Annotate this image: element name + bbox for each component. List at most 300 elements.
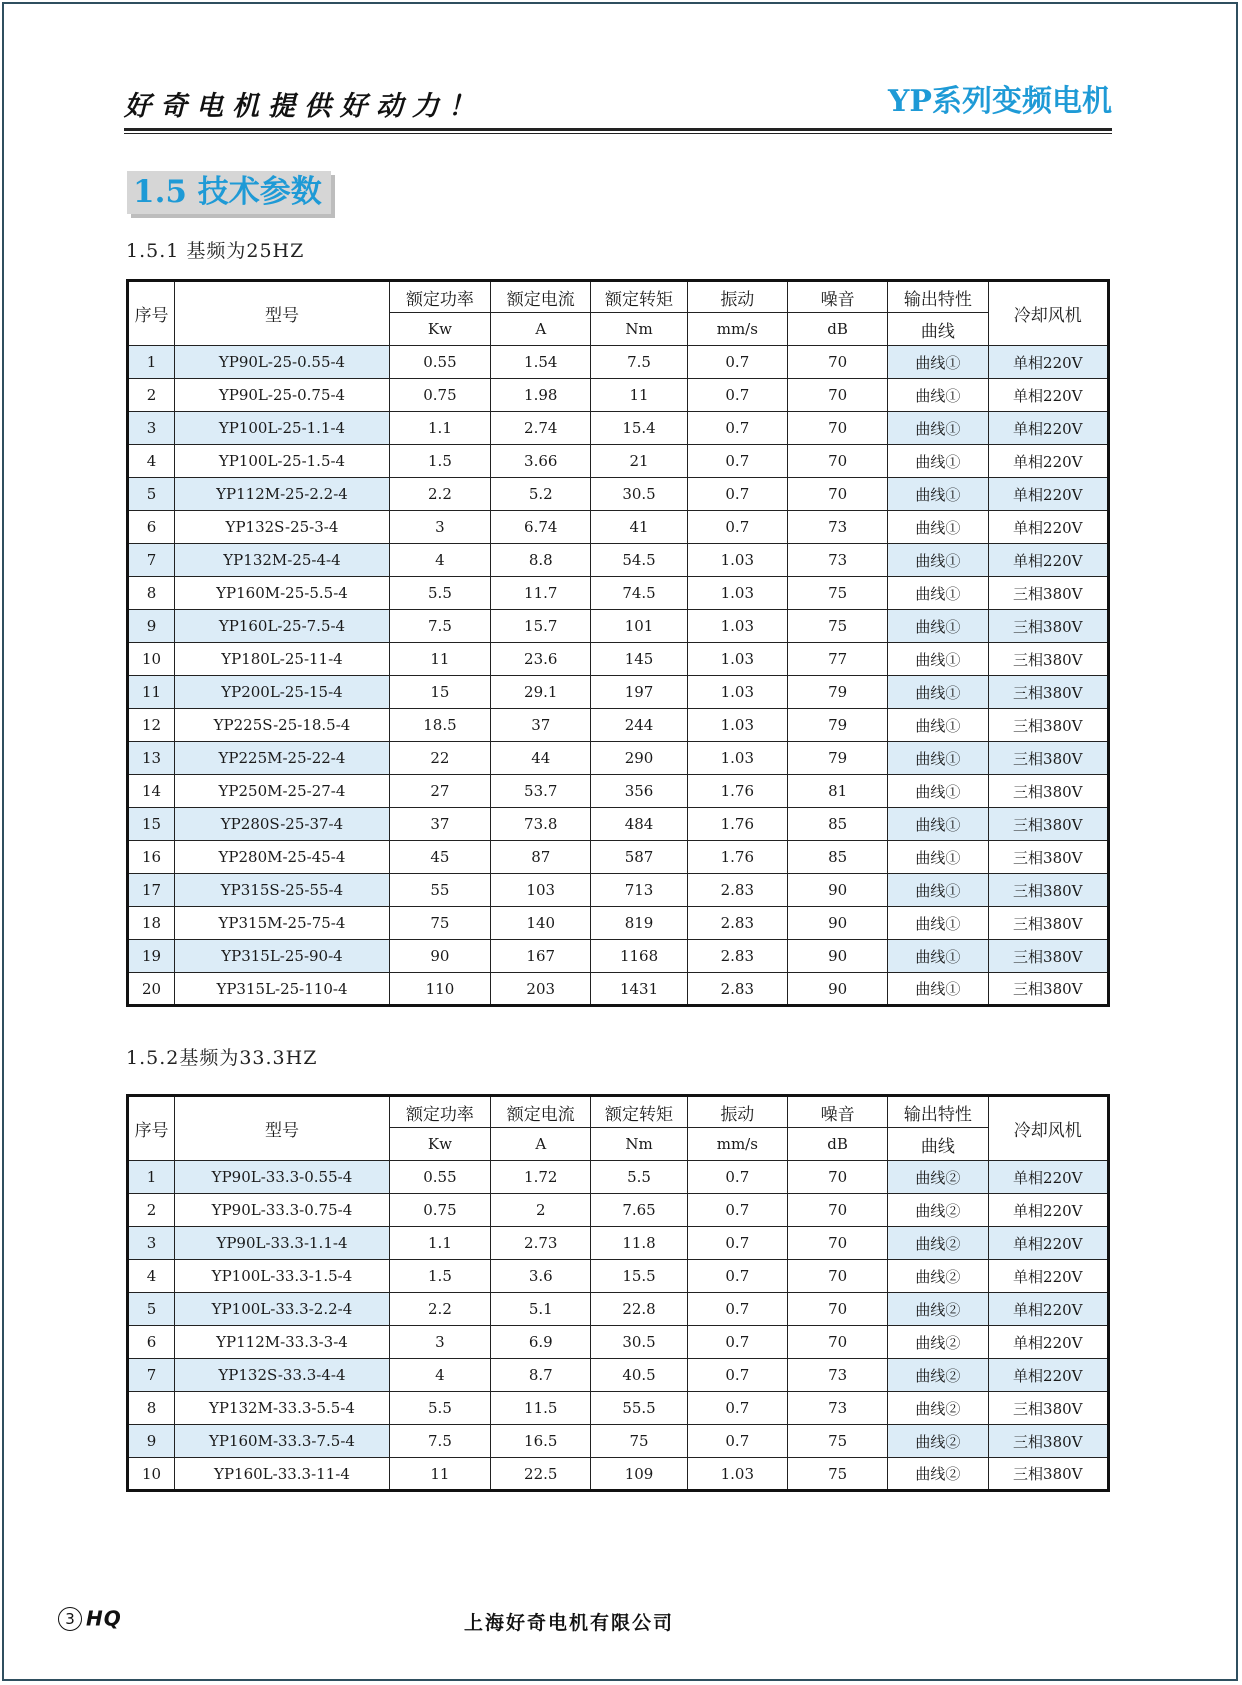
cell-model: YP250M-25-27-4	[175, 775, 390, 808]
table-row	[128, 808, 1109, 841]
cell-vibration: 0.7	[687, 511, 787, 544]
cell-output-curve: 曲线②	[888, 1458, 988, 1491]
cell-fan: 三相380V	[988, 874, 1108, 907]
cell-current: 15.7	[491, 610, 591, 643]
cell-current: 37	[491, 709, 591, 742]
footer-page-marker	[58, 1605, 122, 1631]
cell-noise: 70	[787, 379, 887, 412]
cell-model: YP225S-25-18.5-4	[175, 709, 390, 742]
header-unit-noise: dB	[787, 1128, 887, 1161]
cell-vibration: 0.7	[687, 1425, 787, 1458]
table-row	[128, 775, 1109, 808]
cell-model: YP160L-33.3-11-4	[175, 1458, 390, 1491]
cell-power: 1.5	[389, 1260, 490, 1293]
cell-fan: 单相220V	[988, 1293, 1108, 1326]
cell-vibration: 1.03	[687, 709, 787, 742]
cell-fan: 单相220V	[988, 1194, 1108, 1227]
header-output: 输出特性	[888, 1096, 988, 1128]
cell-power: 4	[389, 544, 490, 577]
cell-power: 11	[389, 1458, 490, 1491]
cell-fan: 三相380V	[988, 577, 1108, 610]
cell-noise: 75	[787, 1425, 887, 1458]
cell-torque: 7.5	[591, 346, 687, 379]
cell-output-curve: 曲线②	[888, 1293, 988, 1326]
cell-model: YP112M-25-2.2-4	[175, 478, 390, 511]
table-row	[128, 610, 1109, 643]
cell-no: 8	[128, 1392, 175, 1425]
cell-model: YP90L-33.3-0.75-4	[175, 1194, 390, 1227]
cell-no: 9	[128, 1425, 175, 1458]
cell-model: YP315L-25-90-4	[175, 940, 390, 973]
cell-power: 22	[389, 742, 490, 775]
cell-output-curve: 曲线①	[888, 478, 988, 511]
cell-output-curve: 曲线①	[888, 808, 988, 841]
cell-power: 7.5	[389, 1425, 490, 1458]
table-row	[128, 379, 1109, 412]
header-unit-power: Kw	[389, 1128, 490, 1161]
header-unit-power: Kw	[389, 313, 490, 346]
cell-noise: 73	[787, 1359, 887, 1392]
header-unit-vibration: mm/s	[687, 313, 787, 346]
table-row	[128, 643, 1109, 676]
header-no: 序号	[128, 281, 175, 346]
cell-current: 6.74	[491, 511, 591, 544]
cell-no: 11	[128, 676, 175, 709]
cell-vibration: 0.7	[687, 445, 787, 478]
header-rule-thick	[124, 128, 1112, 131]
table-row	[128, 1260, 1109, 1293]
cell-fan: 单相220V	[988, 1260, 1108, 1293]
cell-vibration: 1.76	[687, 808, 787, 841]
cell-vibration: 0.7	[687, 1260, 787, 1293]
cell-output-curve: 曲线①	[888, 346, 988, 379]
header-current: 额定电流	[491, 281, 591, 313]
cell-current: 16.5	[491, 1425, 591, 1458]
cell-current: 5.1	[491, 1293, 591, 1326]
cell-fan: 三相380V	[988, 742, 1108, 775]
cell-torque: 101	[591, 610, 687, 643]
cell-power: 1.1	[389, 412, 490, 445]
cell-fan: 三相380V	[988, 940, 1108, 973]
cell-power: 7.5	[389, 610, 490, 643]
cell-no: 5	[128, 478, 175, 511]
header-unit-torque: Nm	[591, 1128, 687, 1161]
cell-vibration: 1.03	[687, 544, 787, 577]
cell-torque: 15.4	[591, 412, 687, 445]
cell-current: 203	[491, 973, 591, 1006]
cell-torque: 54.5	[591, 544, 687, 577]
cell-torque: 1168	[591, 940, 687, 973]
cell-torque: 11.8	[591, 1227, 687, 1260]
cell-model: YP200L-25-15-4	[175, 676, 390, 709]
cell-power: 37	[389, 808, 490, 841]
cell-fan: 单相220V	[988, 1359, 1108, 1392]
cell-noise: 79	[787, 676, 887, 709]
cell-torque: 74.5	[591, 577, 687, 610]
cell-output-curve: 曲线①	[888, 874, 988, 907]
cell-output-curve: 曲线②	[888, 1194, 988, 1227]
header-torque: 额定转矩	[591, 281, 687, 313]
table-row	[128, 742, 1109, 775]
header-fan: 冷却风机	[988, 281, 1108, 346]
cell-output-curve: 曲线②	[888, 1392, 988, 1425]
cell-noise: 70	[787, 1260, 887, 1293]
cell-no: 13	[128, 742, 175, 775]
cell-output-curve: 曲线②	[888, 1359, 988, 1392]
cell-output-curve: 曲线①	[888, 973, 988, 1006]
cell-output-curve: 曲线②	[888, 1326, 988, 1359]
header-model: 型号	[175, 281, 390, 346]
cell-vibration: 0.7	[687, 478, 787, 511]
cell-power: 55	[389, 874, 490, 907]
table-row	[128, 907, 1109, 940]
cell-model: YP132M-33.3-5.5-4	[175, 1392, 390, 1425]
cell-torque: 145	[591, 643, 687, 676]
cell-output-curve: 曲线①	[888, 577, 988, 610]
cell-model: YP160M-33.3-7.5-4	[175, 1425, 390, 1458]
cell-power: 0.55	[389, 346, 490, 379]
table1-subtitle: 1.5.1 基频为25HZ	[126, 240, 305, 262]
header-power: 额定功率	[389, 281, 490, 313]
table-row	[128, 874, 1109, 907]
cell-output-curve: 曲线①	[888, 742, 988, 775]
cell-model: YP100L-25-1.5-4	[175, 445, 390, 478]
cell-model: YP160M-25-5.5-4	[175, 577, 390, 610]
header-unit-vibration: mm/s	[687, 1128, 787, 1161]
cell-torque: 1431	[591, 973, 687, 1006]
table-row	[128, 544, 1109, 577]
cell-model: YP90L-25-0.75-4	[175, 379, 390, 412]
cell-power: 75	[389, 907, 490, 940]
cell-current: 1.98	[491, 379, 591, 412]
cell-current: 22.5	[491, 1458, 591, 1491]
cell-current: 3.6	[491, 1260, 591, 1293]
cell-fan: 单相220V	[988, 1227, 1108, 1260]
footer-logo: HQ	[86, 1606, 122, 1631]
cell-power: 2.2	[389, 478, 490, 511]
cell-current: 8.7	[491, 1359, 591, 1392]
cell-output-curve: 曲线①	[888, 379, 988, 412]
cell-fan: 三相380V	[988, 973, 1108, 1006]
cell-power: 4	[389, 1359, 490, 1392]
cell-fan: 三相380V	[988, 1392, 1108, 1425]
cell-current: 73.8	[491, 808, 591, 841]
cell-vibration: 0.7	[687, 346, 787, 379]
cell-torque: 713	[591, 874, 687, 907]
header-unit-current: A	[491, 1128, 591, 1161]
cell-current: 3.66	[491, 445, 591, 478]
cell-torque: 40.5	[591, 1359, 687, 1392]
table-row	[128, 676, 1109, 709]
cell-fan: 单相220V	[988, 445, 1108, 478]
cell-output-curve: 曲线①	[888, 907, 988, 940]
header-series-title: YP系列变频电机	[888, 84, 1112, 119]
cell-power: 0.75	[389, 1194, 490, 1227]
cell-fan: 三相380V	[988, 643, 1108, 676]
cell-current: 5.2	[491, 478, 591, 511]
cell-vibration: 1.03	[687, 1458, 787, 1491]
cell-current: 23.6	[491, 643, 591, 676]
cell-vibration: 1.03	[687, 610, 787, 643]
cell-output-curve: 曲线①	[888, 445, 988, 478]
cell-torque: 15.5	[591, 1260, 687, 1293]
header-model: 型号	[175, 1096, 390, 1161]
cell-output-curve: 曲线①	[888, 709, 988, 742]
cell-noise: 70	[787, 1293, 887, 1326]
cell-vibration: 0.7	[687, 1293, 787, 1326]
cell-model: YP315L-25-110-4	[175, 973, 390, 1006]
table-row	[128, 511, 1109, 544]
header-unit-torque: Nm	[591, 313, 687, 346]
cell-no: 16	[128, 841, 175, 874]
cell-no: 1	[128, 1161, 175, 1194]
table-row	[128, 1359, 1109, 1392]
section-title: 1.5 技术参数	[127, 171, 331, 214]
cell-no: 8	[128, 577, 175, 610]
cell-noise: 70	[787, 445, 887, 478]
cell-no: 1	[128, 346, 175, 379]
cell-power: 5.5	[389, 1392, 490, 1425]
cell-fan: 单相220V	[988, 478, 1108, 511]
cell-no: 4	[128, 445, 175, 478]
cell-noise: 75	[787, 577, 887, 610]
header-fan: 冷却风机	[988, 1096, 1108, 1161]
cell-torque: 75	[591, 1425, 687, 1458]
cell-torque: 244	[591, 709, 687, 742]
cell-current: 44	[491, 742, 591, 775]
cell-no: 6	[128, 1326, 175, 1359]
cell-vibration: 0.7	[687, 1392, 787, 1425]
cell-noise: 75	[787, 1458, 887, 1491]
cell-fan: 三相380V	[988, 1425, 1108, 1458]
cell-noise: 90	[787, 874, 887, 907]
cell-model: YP160L-25-7.5-4	[175, 610, 390, 643]
cell-current: 6.9	[491, 1326, 591, 1359]
cell-vibration: 0.7	[687, 379, 787, 412]
cell-current: 140	[491, 907, 591, 940]
cell-noise: 73	[787, 544, 887, 577]
cell-noise: 81	[787, 775, 887, 808]
cell-fan: 三相380V	[988, 1458, 1108, 1491]
cell-power: 3	[389, 511, 490, 544]
cell-power: 27	[389, 775, 490, 808]
cell-vibration: 1.03	[687, 676, 787, 709]
table-row	[128, 1227, 1109, 1260]
cell-vibration: 2.83	[687, 940, 787, 973]
table-row	[128, 973, 1109, 1006]
cell-current: 11.7	[491, 577, 591, 610]
table2-subtitle: 1.5.2基频为33.3HZ	[126, 1047, 318, 1069]
cell-no: 20	[128, 973, 175, 1006]
cell-model: YP225M-25-22-4	[175, 742, 390, 775]
cell-torque: 290	[591, 742, 687, 775]
header-noise: 噪音	[787, 281, 887, 313]
cell-noise: 70	[787, 1194, 887, 1227]
cell-vibration: 0.7	[687, 1194, 787, 1227]
cell-noise: 70	[787, 412, 887, 445]
header-slogan: 好奇电机提供好动力！	[124, 91, 484, 122]
cell-no: 6	[128, 511, 175, 544]
cell-model: YP100L-33.3-2.2-4	[175, 1293, 390, 1326]
cell-model: YP100L-25-1.1-4	[175, 412, 390, 445]
header-output: 输出特性	[888, 281, 988, 313]
cell-current: 1.54	[491, 346, 591, 379]
cell-current: 2	[491, 1194, 591, 1227]
table-row	[128, 577, 1109, 610]
cell-power: 2.2	[389, 1293, 490, 1326]
header-noise: 噪音	[787, 1096, 887, 1128]
cell-vibration: 0.7	[687, 1326, 787, 1359]
cell-torque: 30.5	[591, 478, 687, 511]
cell-torque: 587	[591, 841, 687, 874]
cell-no: 18	[128, 907, 175, 940]
cell-torque: 109	[591, 1458, 687, 1491]
cell-fan: 三相380V	[988, 808, 1108, 841]
header-unit-noise: dB	[787, 313, 887, 346]
cell-no: 7	[128, 544, 175, 577]
cell-fan: 单相220V	[988, 412, 1108, 445]
cell-output-curve: 曲线①	[888, 544, 988, 577]
cell-power: 3	[389, 1326, 490, 1359]
cell-no: 7	[128, 1359, 175, 1392]
cell-noise: 77	[787, 643, 887, 676]
spec-table-33hz	[126, 1094, 1110, 1492]
cell-power: 90	[389, 940, 490, 973]
cell-output-curve: 曲线①	[888, 676, 988, 709]
table-row	[128, 709, 1109, 742]
cell-torque: 22.8	[591, 1293, 687, 1326]
cell-vibration: 0.7	[687, 412, 787, 445]
table-row	[128, 445, 1109, 478]
table-row	[128, 412, 1109, 445]
header-torque: 额定转矩	[591, 1096, 687, 1128]
cell-no: 10	[128, 643, 175, 676]
cell-noise: 79	[787, 709, 887, 742]
cell-power: 1.5	[389, 445, 490, 478]
cell-no: 14	[128, 775, 175, 808]
cell-output-curve: 曲线①	[888, 643, 988, 676]
cell-current: 2.74	[491, 412, 591, 445]
cell-model: YP315M-25-75-4	[175, 907, 390, 940]
cell-fan: 单相220V	[988, 1161, 1108, 1194]
cell-power: 110	[389, 973, 490, 1006]
cell-power: 15	[389, 676, 490, 709]
cell-model: YP90L-33.3-1.1-4	[175, 1227, 390, 1260]
cell-current: 29.1	[491, 676, 591, 709]
cell-output-curve: 曲线①	[888, 841, 988, 874]
cell-output-curve: 曲线②	[888, 1260, 988, 1293]
cell-noise: 70	[787, 346, 887, 379]
cell-torque: 7.65	[591, 1194, 687, 1227]
cell-no: 4	[128, 1260, 175, 1293]
cell-vibration: 0.7	[687, 1161, 787, 1194]
cell-output-curve: 曲线①	[888, 610, 988, 643]
table-row	[128, 1161, 1109, 1194]
cell-power: 1.1	[389, 1227, 490, 1260]
cell-model: YP132M-25-4-4	[175, 544, 390, 577]
cell-model: YP280S-25-37-4	[175, 808, 390, 841]
cell-output-curve: 曲线②	[888, 1161, 988, 1194]
header-vibration: 振动	[687, 1096, 787, 1128]
cell-no: 9	[128, 610, 175, 643]
cell-vibration: 2.83	[687, 973, 787, 1006]
cell-power: 0.55	[389, 1161, 490, 1194]
cell-no: 10	[128, 1458, 175, 1491]
cell-noise: 75	[787, 610, 887, 643]
cell-fan: 单相220V	[988, 1326, 1108, 1359]
cell-vibration: 1.03	[687, 742, 787, 775]
cell-noise: 70	[787, 1161, 887, 1194]
cell-power: 0.75	[389, 379, 490, 412]
header-output-curve: 曲线	[888, 313, 988, 346]
cell-output-curve: 曲线②	[888, 1227, 988, 1260]
cell-output-curve: 曲线①	[888, 940, 988, 973]
cell-power: 45	[389, 841, 490, 874]
cell-fan: 三相380V	[988, 907, 1108, 940]
cell-no: 15	[128, 808, 175, 841]
cell-no: 2	[128, 1194, 175, 1227]
table-row	[128, 1326, 1109, 1359]
cell-fan: 单相220V	[988, 511, 1108, 544]
cell-noise: 79	[787, 742, 887, 775]
cell-noise: 70	[787, 1227, 887, 1260]
cell-no: 3	[128, 1227, 175, 1260]
cell-power: 11	[389, 643, 490, 676]
cell-no: 5	[128, 1293, 175, 1326]
table-row	[128, 1458, 1109, 1491]
cell-model: YP112M-33.3-3-4	[175, 1326, 390, 1359]
cell-current: 2.73	[491, 1227, 591, 1260]
spec-table-25hz	[126, 279, 1110, 1007]
cell-model: YP132S-25-3-4	[175, 511, 390, 544]
page-number: 3	[58, 1607, 82, 1631]
cell-model: YP90L-33.3-0.55-4	[175, 1161, 390, 1194]
cell-current: 1.72	[491, 1161, 591, 1194]
cell-noise: 70	[787, 478, 887, 511]
cell-vibration: 2.83	[687, 874, 787, 907]
cell-vibration: 1.03	[687, 577, 787, 610]
cell-no: 3	[128, 412, 175, 445]
header-rule-thin	[124, 133, 1112, 134]
header-current: 额定电流	[491, 1096, 591, 1128]
cell-torque: 21	[591, 445, 687, 478]
cell-model: YP180L-25-11-4	[175, 643, 390, 676]
cell-no: 17	[128, 874, 175, 907]
cell-torque: 55.5	[591, 1392, 687, 1425]
cell-torque: 197	[591, 676, 687, 709]
table-row	[128, 478, 1109, 511]
cell-vibration: 2.83	[687, 907, 787, 940]
cell-torque: 484	[591, 808, 687, 841]
cell-fan: 三相380V	[988, 676, 1108, 709]
cell-noise: 70	[787, 1326, 887, 1359]
cell-model: YP132S-33.3-4-4	[175, 1359, 390, 1392]
cell-vibration: 1.03	[687, 643, 787, 676]
table-row	[128, 841, 1109, 874]
cell-vibration: 1.76	[687, 775, 787, 808]
cell-fan: 三相380V	[988, 841, 1108, 874]
cell-output-curve: 曲线①	[888, 412, 988, 445]
cell-current: 8.8	[491, 544, 591, 577]
table-row	[128, 1392, 1109, 1425]
cell-vibration: 0.7	[687, 1227, 787, 1260]
cell-power: 5.5	[389, 577, 490, 610]
cell-output-curve: 曲线①	[888, 775, 988, 808]
cell-torque: 819	[591, 907, 687, 940]
cell-fan: 单相220V	[988, 379, 1108, 412]
cell-fan: 三相380V	[988, 775, 1108, 808]
cell-model: YP100L-33.3-1.5-4	[175, 1260, 390, 1293]
